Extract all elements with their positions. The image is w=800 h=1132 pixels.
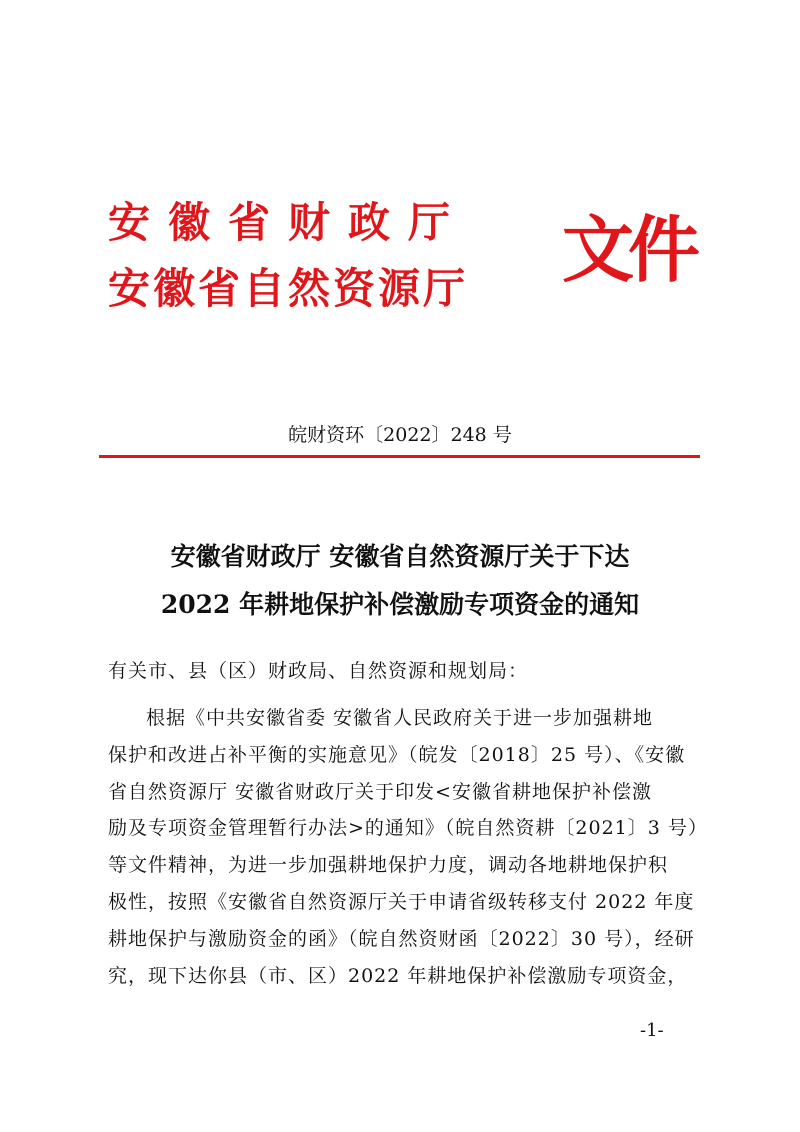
body-line: 极性，按照《安徽省自然资源厅关于申请省级转移支付 2022 年度 (108, 890, 695, 913)
body-line: 励及专项资金管理暂行办法>的通知》（皖自然资耕〔2021〕3 号） (108, 817, 708, 840)
body-line: 究，现下达你县（市、区）2022 年耕地保护补偿激励专项资金， (108, 964, 688, 987)
title-line-1: 安徽省财政厅 安徽省自然资源厅关于下达 (170, 542, 630, 571)
document-title (0, 533, 800, 629)
issuer-line-natural-resources: 安徽省自然资源厅 (108, 264, 469, 313)
page-number: -1- (640, 1020, 664, 1041)
body-line: 耕地保护与激励资金的函》（皖自然资财函〔2022〕30 号），经研 (108, 927, 695, 950)
red-separator-line (99, 455, 700, 458)
salutation: 有关市、县（区）财政局、自然资源和规划局： (108, 660, 529, 682)
document-number: 皖财资环〔2022〕248 号 (288, 424, 512, 446)
title-line-2: 2022 年耕地保护补偿激励专项资金的通知 (160, 590, 640, 619)
issuer-line-finance: 安徽省财政厅 (108, 198, 469, 247)
body-line: 保护和改进占补平衡的实施意见》（皖发〔2018〕25 号）、《安徽 (108, 743, 686, 766)
body-text (108, 703, 708, 997)
body-line: 省自然资源厅 安徽省财政厅关于印发<安徽省耕地保护补偿激 (108, 780, 652, 803)
document-word-wenjian: 文件 (562, 207, 695, 292)
body-line: 根据《中共安徽省委 安徽省人民政府关于进一步加强耕地 (146, 707, 654, 729)
body-line: 等文件精神，为进一步加强耕地保护力度，调动各地耕地保护积 (108, 854, 669, 877)
